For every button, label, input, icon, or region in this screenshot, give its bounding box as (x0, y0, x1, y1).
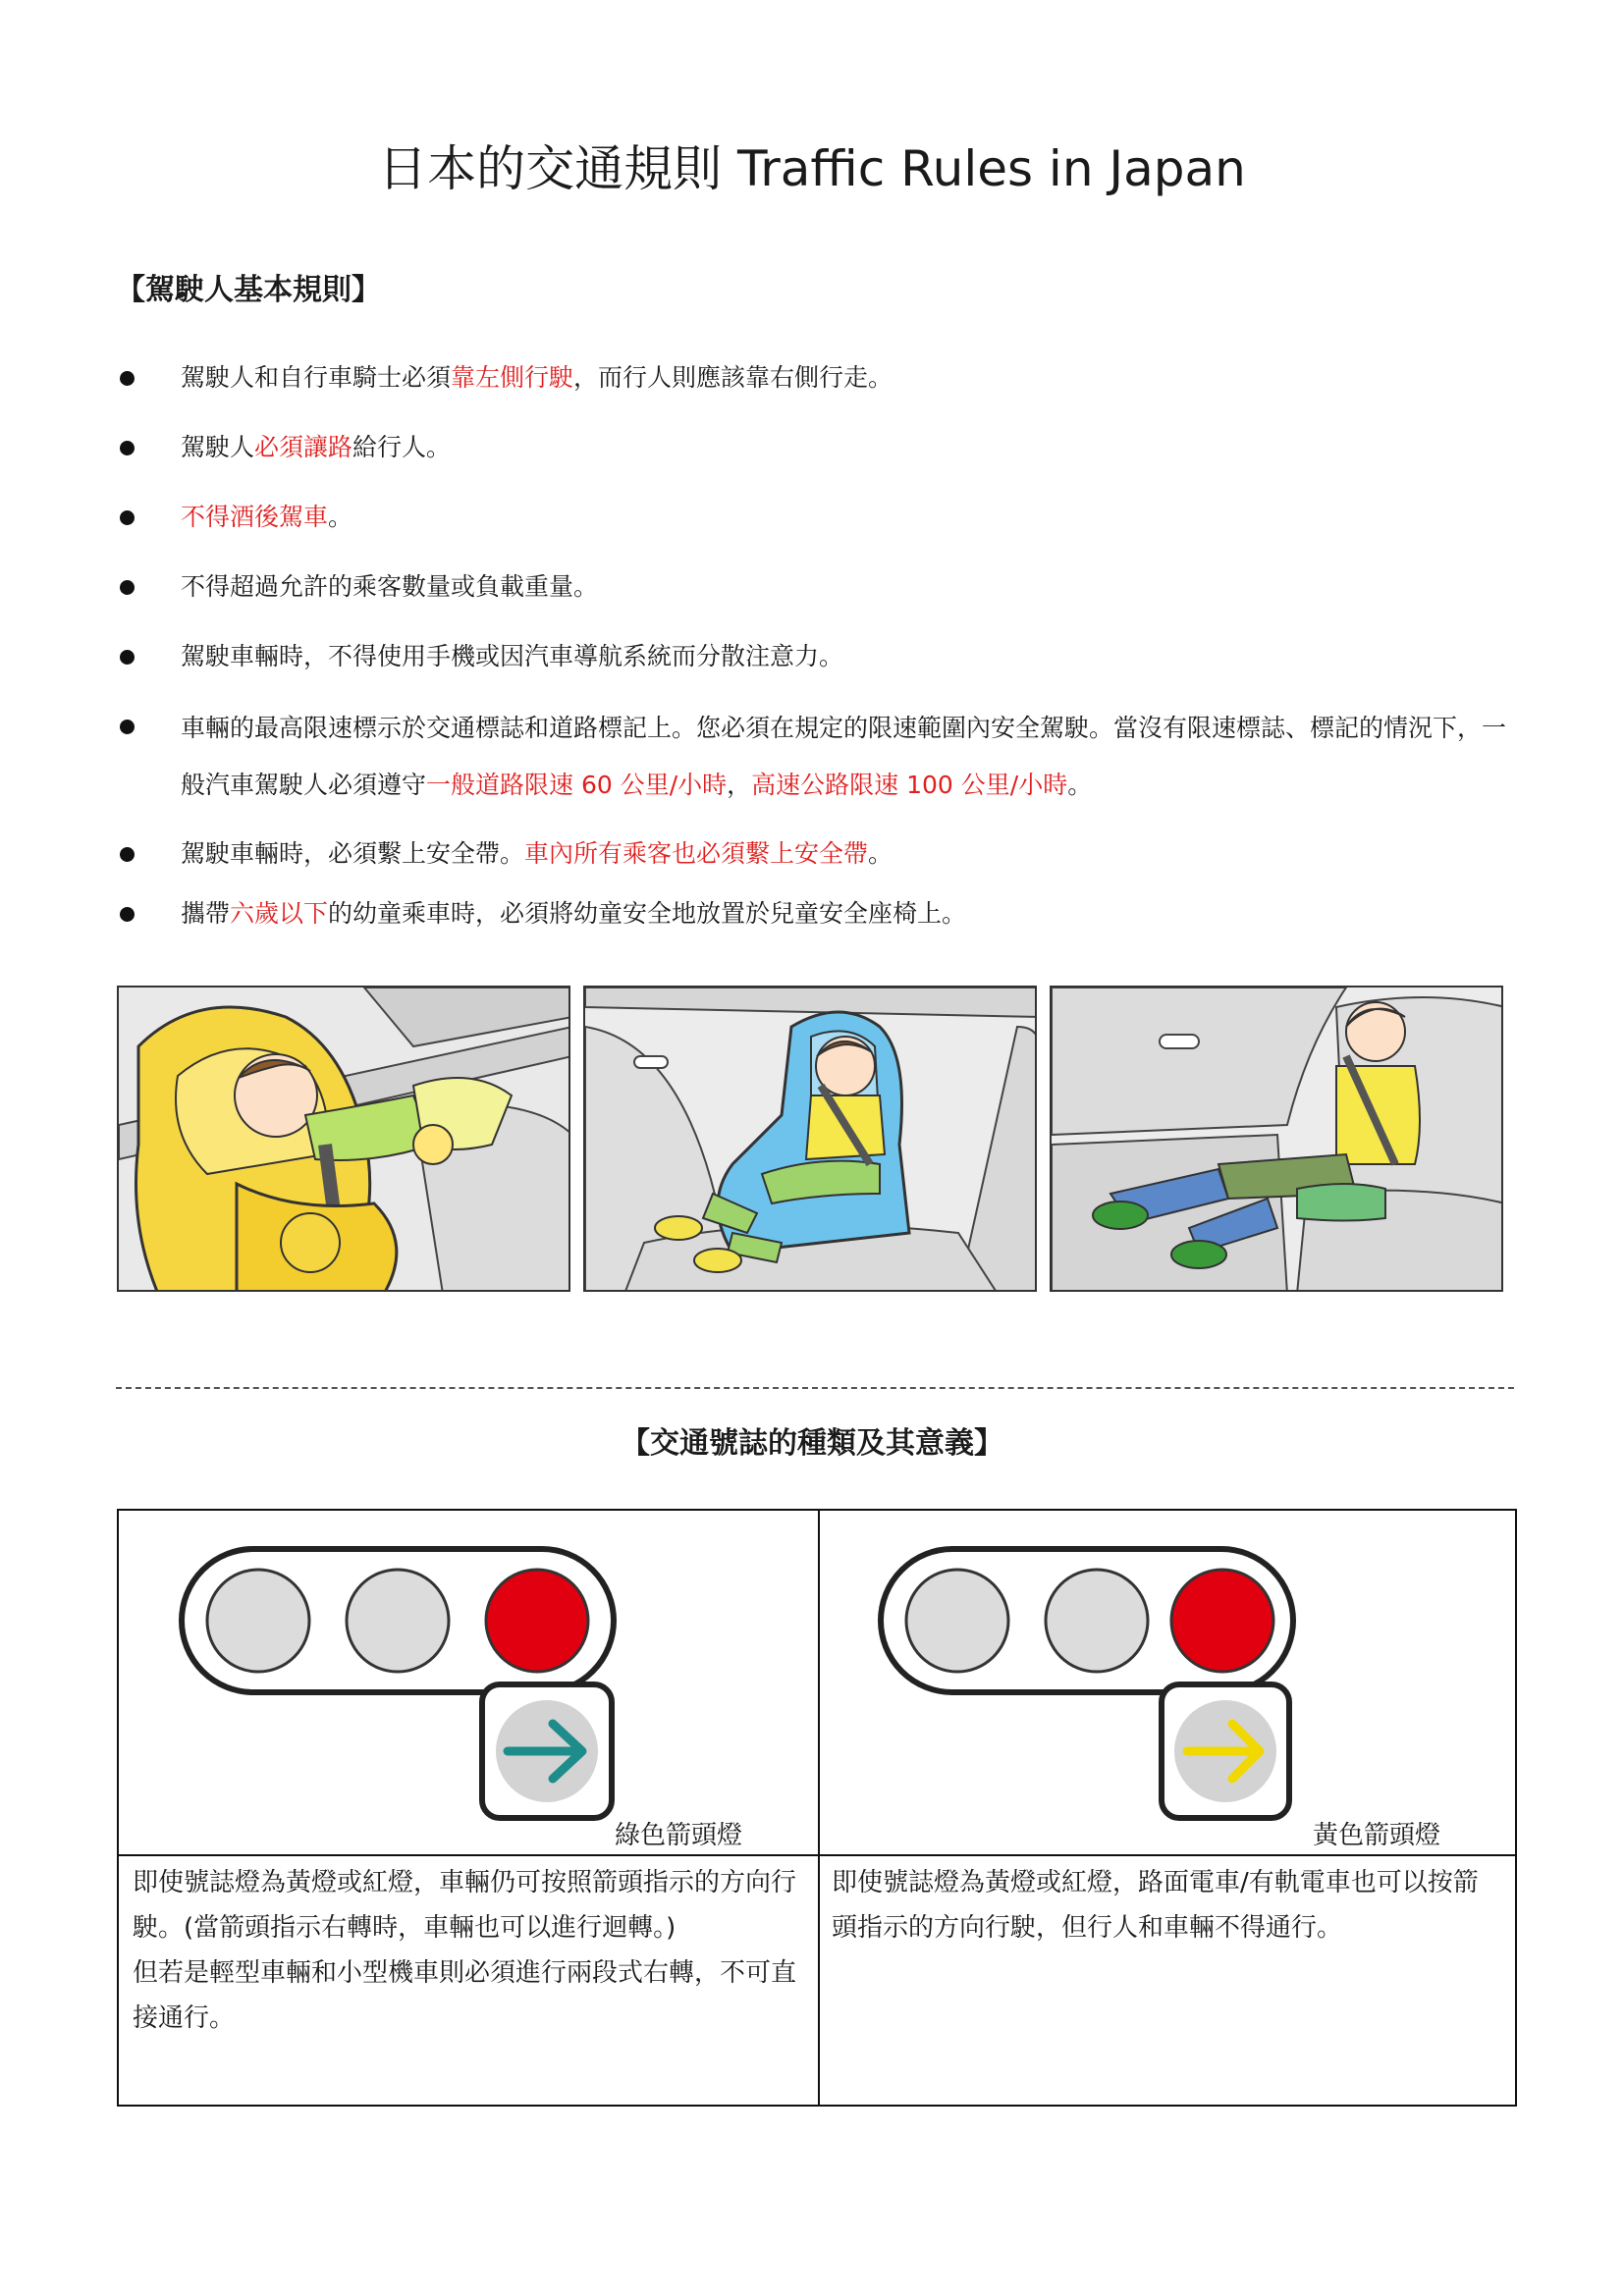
rule-item: 駕駛車輛時，必須繫上安全帶。車內所有乘客也必須繫上安全帶。 (116, 828, 1510, 881)
green-arrow-label: 綠色箭頭燈 (615, 1821, 743, 1850)
rule-item: 駕駛人必須讓路給行人。 (116, 421, 1510, 474)
bullet-icon (120, 720, 135, 734)
bullet-icon (120, 371, 135, 386)
bullet-icon (120, 580, 135, 595)
table-row-divider (119, 1854, 1515, 1856)
table-column-divider (818, 1511, 820, 2105)
driver-rules-list (116, 351, 1510, 940)
section-heading-signals: 【交通號誌的種類及其意義】 (621, 1426, 1003, 1461)
yellow-arrow-label: 黃色箭頭燈 (1313, 1821, 1441, 1850)
page-title: 日本的交通規則 Traffic Rules in Japan (378, 140, 1246, 197)
rule-item: 駕駛車輛時，不得使用手機或因汽車導航系統而分散注意力。 (116, 630, 1510, 683)
booster-seat-illustration (1050, 986, 1503, 1292)
green-arrow-signal-icon (178, 1545, 629, 1830)
section-divider (116, 1387, 1514, 1389)
infant-car-seat-illustration (117, 986, 570, 1292)
bullet-icon (120, 907, 135, 922)
signal-table (117, 1509, 1517, 2107)
bullet-icon (120, 510, 135, 525)
bullet-icon (120, 650, 135, 665)
section-heading-driver-rules: 【駕駛人基本規則】 (116, 273, 381, 307)
green-arrow-description: 即使號誌燈為黃燈或紅燈，車輛仍可按照箭頭指示的方向行駛。(當箭頭指示右轉時，車輛也可以進行迴轉。) 但若是輕型車輛和小型機車則必須進行兩段式右轉，不可直接通行。 (133, 1868, 797, 2033)
rule-item: 不得超過允許的乘客數量或負載重量。 (116, 561, 1510, 614)
rule-item: 車輛的最高限速標示於交通標誌和道路標記上。您必須在規定的限速範圍內安全駕駛。當沒有限速標誌、標記的情況下，一般汽車駕駛人必須遵守一般道路限速 60 公里/小時，高速公路限速 100 公里/小時。 (116, 700, 1510, 814)
rule-item: 駕駛人和自行車騎士必須靠左側行駛，而行人則應該靠右側行走。 (116, 351, 1510, 404)
child-car-seat-illustration (583, 986, 1037, 1292)
bullet-icon (120, 847, 135, 862)
yellow-arrow-description: 即使號誌燈為黃燈或紅燈，路面電車/有軌電車也可以按箭頭指示的方向行駛，但行人和車輛不得通行。 (832, 1868, 1479, 1943)
rule-item: 不得酒後駕車。 (116, 491, 1510, 544)
rule-item: 攜帶六歲以下的幼童乘車時，必須將幼童安全地放置於兒童安全座椅上。 (116, 887, 1510, 940)
yellow-arrow-signal-icon (877, 1545, 1328, 1830)
bullet-icon (120, 441, 135, 455)
